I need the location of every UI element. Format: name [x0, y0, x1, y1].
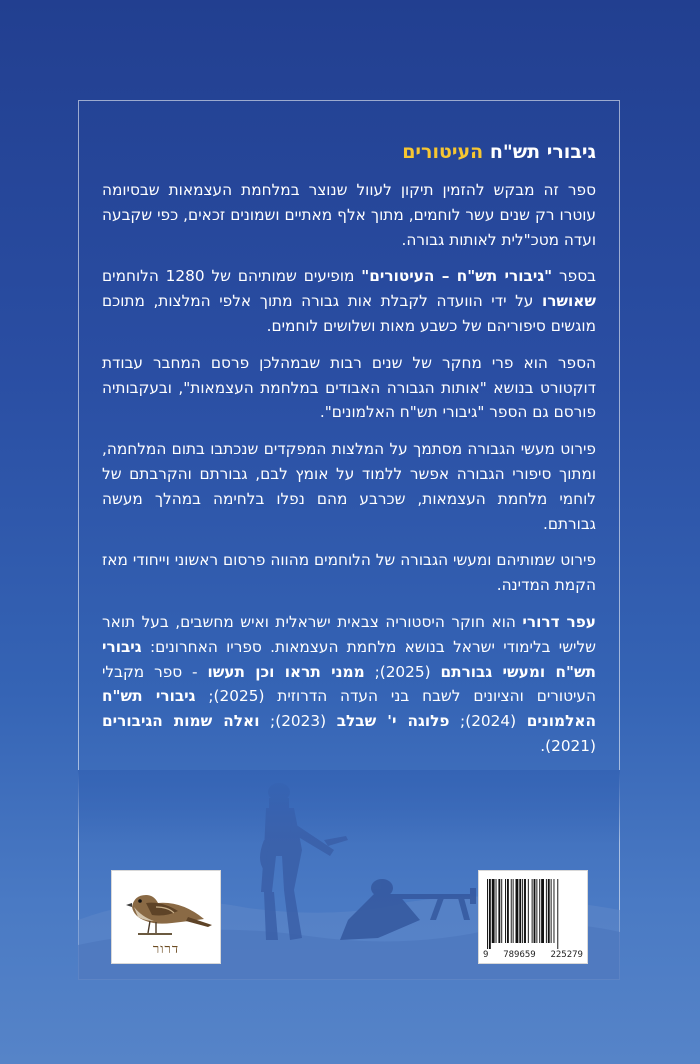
- paragraph-2: [102, 264, 596, 338]
- p2-text-a: בספר: [552, 267, 596, 286]
- isbn-barcode: [478, 870, 588, 964]
- barcode-bar: [539, 879, 540, 943]
- book-title-3: גיבורי תש"ח האלמונים: [102, 687, 597, 731]
- book-title-4: פלוגה י' שבלב: [336, 712, 450, 731]
- publisher-logo: [111, 870, 221, 964]
- barcode-bar: [511, 879, 512, 943]
- barcode-bar: [496, 879, 497, 943]
- author-bio: [102, 610, 596, 759]
- bio-year-5: (2021).: [540, 736, 596, 755]
- barcode-bar: [548, 879, 550, 943]
- isbn-digit-prefix: 9: [483, 950, 489, 960]
- barcode-bars: [479, 873, 589, 951]
- p2-book-name: "גיבורי תש"ח – העיטורים": [361, 267, 553, 286]
- barcode-bar: [557, 879, 558, 949]
- barcode-bar: [513, 879, 514, 943]
- title-highlight: העיטורים: [402, 141, 484, 163]
- barcode-bar: [489, 879, 491, 949]
- author-name: עפר דרורי: [522, 612, 596, 631]
- paragraph-1: ספר זה מבקש להזמין תיקון לעוול שנוצר במלחמת העצמאות שבסיומה עוטרו רק שנים עשר לוחמים, מתוך אלף מאתיים ושמונים זכאים, כפי שקבעה ועדה מטכ"לית לאותות גבורה.: [102, 181, 596, 249]
- sparrow-icon: [112, 877, 222, 947]
- barcode-bar: [524, 879, 526, 943]
- title-main: גיבורי תש"ח: [489, 141, 596, 163]
- barcode-bar: [551, 879, 552, 943]
- bio-year-3: (2024);: [449, 712, 527, 731]
- barcode-bar: [507, 879, 509, 943]
- barcode-bar: [541, 879, 544, 943]
- p2-text-c: מופיעים שמותיהם של 1280 הלוחמים: [102, 267, 362, 286]
- barcode-bar: [522, 879, 523, 943]
- publisher-name: דרור: [152, 942, 180, 957]
- barcode-bar: [492, 879, 495, 943]
- book-title-1: גיבורי תש"ח ומעשי גבורתם: [102, 637, 597, 681]
- bio-year-4: (2023);: [259, 712, 337, 731]
- barcode-bar: [516, 879, 519, 943]
- bio-year-1: (2025);: [364, 662, 441, 681]
- isbn-digits-left: 789659: [503, 950, 536, 960]
- isbn-number: [483, 950, 583, 960]
- p2-approved: שאושרו: [541, 292, 596, 311]
- barcode-bar: [487, 879, 488, 949]
- barcode-bar: [501, 879, 502, 943]
- barcode-bar: [554, 879, 555, 943]
- bio-year-2: - ספר מקבלי העיטורים והציונים לשבח בני העדה הדרוזית (2025);: [102, 662, 596, 706]
- barcode-bar: [532, 879, 533, 943]
- barcode-bar: [536, 879, 537, 943]
- barcode-bar: [498, 879, 500, 943]
- paragraph-3: הספר הוא פרי מחקר של שנים רבות שבמהלכן פרסם המחבר עבודת דוקטורט בנושא "אותות הגבורה האבודים במלחמת העצמאות", ובעקבותיה פורסם גם הספר "גיבורי תש"ח האלמונים".: [102, 353, 596, 422]
- paragraph-4: פירוט מעשי הגבורה מסתמך על המלצות המפקדים שנכתבו בתום המלחמה, ומתוך סיפורי הגבורה אפשר ללמוד על אומץ לבם, גבורתם והקרבתם של לוחמי מלחמת העצמאות, שכרבע מהם נפלו בלחימה במהלך מעשה גבורתם.: [102, 440, 596, 533]
- back-cover-text: [102, 138, 596, 771]
- bio-text-a: הוא חוקר היסטוריה צבאית ישראלית ואיש מחשבים, בעל תואר שלישי בלימודי ישראל בנושא מלחמת העצמאות. ספריו האחרונים:: [102, 612, 596, 656]
- book-title-2: ממני תראו וכן תעשו: [207, 662, 365, 681]
- barcode-bar: [534, 879, 536, 943]
- barcode-bar: [546, 879, 547, 943]
- book-title: [102, 138, 596, 166]
- barcode-bar: [519, 879, 521, 943]
- paragraph-5: פירוט שמותיהם ומעשי הגבורה של הלוחמים מהווה פרסום ראשוני וייחודי מאז הקמת המדינה.: [102, 551, 596, 595]
- p2-text-e: על ידי הוועדה לקבלת אות גבורה מתוך אלפי המלצות, מתוכם מוגשים סיפוריהם של כשבע מאות ושלושים לוחמים.: [102, 292, 596, 335]
- barcode-bar: [505, 879, 506, 943]
- barcode-bar: [528, 879, 529, 943]
- isbn-digits-right: 225279: [550, 950, 583, 960]
- book-title-5: ואלה שמות הגיבורים: [102, 712, 260, 731]
